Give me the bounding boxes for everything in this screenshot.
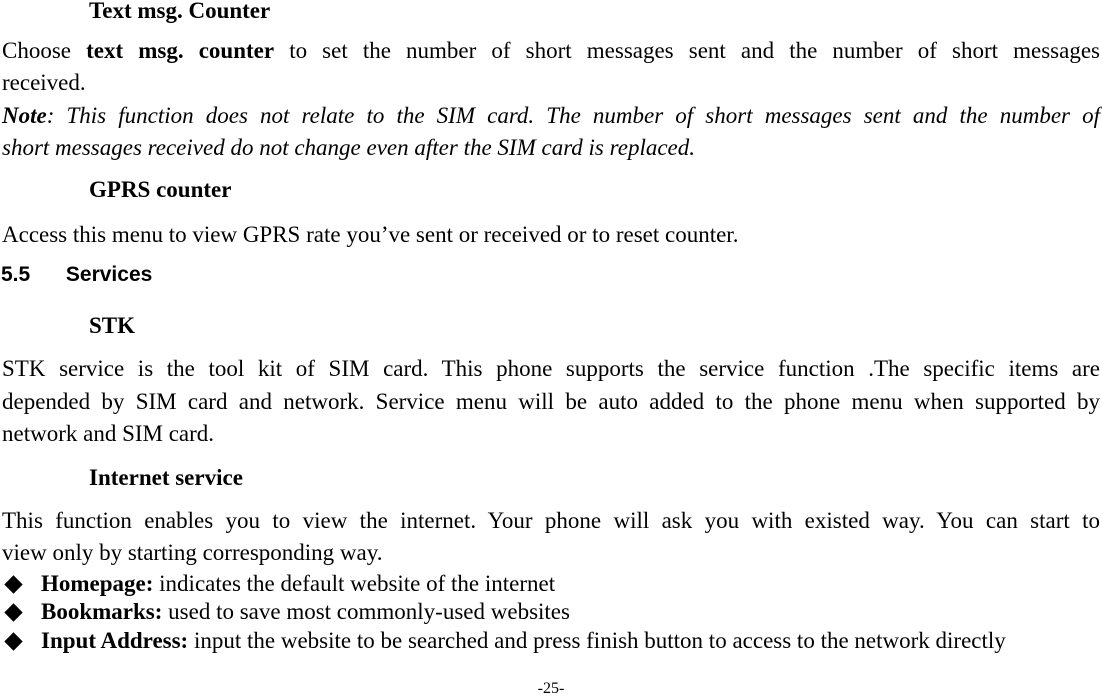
diamond-bullet-icon xyxy=(4,575,22,593)
stk-line3: network and SIM card. xyxy=(2,421,215,446)
bullet-text: used to save most commonly-used websites xyxy=(162,599,570,624)
gprs-counter-text: Access this menu to view GPRS rate you’ve sent or received or to reset counter. xyxy=(2,222,739,247)
diamond-bullet-icon xyxy=(4,632,22,650)
bullet-label: Bookmarks: xyxy=(41,599,163,624)
stk-line1: STK service is the tool kit of SIM card. This phone supports the service function .The specific items are xyxy=(2,356,1100,381)
note-line2 xyxy=(2,135,695,161)
line1-bold: text msg. counter xyxy=(86,38,275,63)
bullet-homepage xyxy=(4,571,555,597)
text-msg-counter-heading: Text msg. Counter xyxy=(89,0,271,23)
diamond-bullet-icon xyxy=(4,603,22,621)
stk-heading: STK xyxy=(89,313,136,338)
stk-line2: depended by SIM card and network. Service menu will be auto added to the phone menu when supported by xyxy=(2,389,1100,414)
bullet-bookmarks xyxy=(4,599,570,625)
internet-service-heading: Internet service xyxy=(89,465,243,490)
text-msg-counter-line1 xyxy=(2,38,1100,64)
text-msg-counter-line2: received. xyxy=(2,70,86,95)
bullet-text: indicates the default website of the internet xyxy=(153,571,556,596)
internet-line1: This function enables you to view the internet. Your phone will ask you with existed way. You can start to xyxy=(2,508,1100,533)
page-number: -25- xyxy=(537,680,565,697)
gprs-counter-heading: GPRS counter xyxy=(89,177,232,202)
section-title: Services xyxy=(65,263,153,286)
line1-start: Choose xyxy=(2,38,71,63)
note-label: Note xyxy=(2,103,47,128)
line1-end: to set the number of short messages sent and the number of short messages xyxy=(289,38,1101,63)
section-heading xyxy=(1,263,152,287)
note-line1 xyxy=(2,103,1100,129)
note-text-1: : This function does not relate to the SIM card. The number of short messages sent and the number of xyxy=(46,103,1100,128)
bullet-label: Homepage: xyxy=(41,571,154,596)
bullet-text: input the website to be searched and press finish button to access to the network directly xyxy=(188,628,1006,653)
note-text-2: short messages received do not change even after the SIM card is replaced. xyxy=(2,135,695,160)
section-number: 5.5 xyxy=(1,263,31,286)
bullet-input-address xyxy=(4,628,1006,654)
bullet-label: Input Address: xyxy=(41,628,189,653)
internet-line2: view only by starting corresponding way. xyxy=(2,540,383,565)
